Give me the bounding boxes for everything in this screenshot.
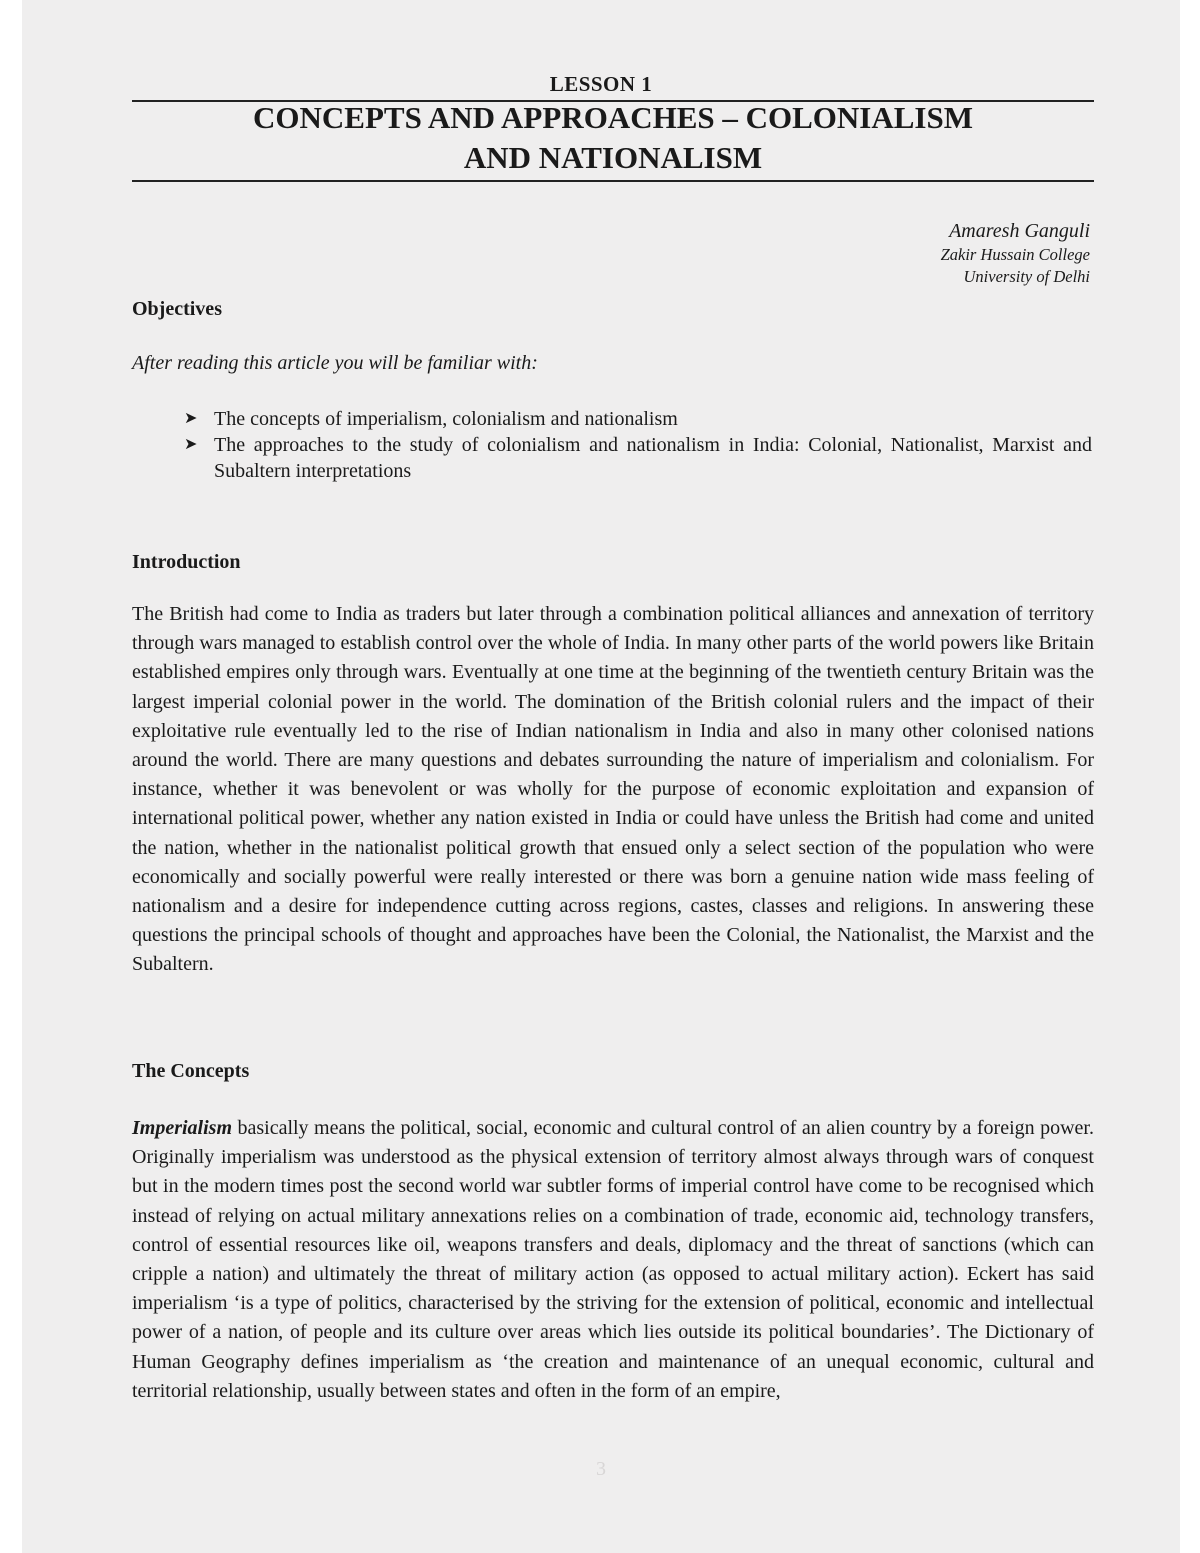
imperialism-term: Imperialism (132, 1117, 233, 1139)
title-line-2: AND NATIONALISM (463, 140, 763, 175)
list-item (184, 432, 1092, 484)
lesson-label: LESSON 1 (549, 72, 653, 96)
arrow-bullet-icon: ➤ (184, 436, 198, 453)
list-item (184, 406, 1092, 432)
author-college: Zakir Hussain College (940, 245, 1090, 264)
objectives-heading: Objectives (132, 298, 222, 320)
page-title (132, 98, 1094, 178)
objectives-list (184, 406, 1092, 484)
concepts-heading: The Concepts (132, 1060, 250, 1082)
document-page (22, 0, 1180, 1553)
title-line-1: CONCEPTS AND APPROACHES – COLONIALISM (253, 100, 973, 135)
introduction-paragraph: The British had come to India as traders but later through a combination political alliances and annexation of territory through wars managed to establish control over the whole of India. In many other parts of the world powers like Britain established empires only through wars. Eventually at one time at the beginning of the twentieth century Britain was the largest imperial colonial power in the world. The domination of the British colonial rulers and the impact of their exploitative rule eventually led to the rise of Indian nationalism in India and also in many other colonised nations around the world. There are many questions and debates surrounding the nature of imperialism and colonialism. For instance, whether it was benevolent or was wholly for the purpose of economic exploitation and expansion of international political power, whether any nation existed in India or could have unless the British had come and united the nation, whether in the nationalist political growth that ensued only a select section of the population who were economically and socially powerful were really interested or there was born a genuine nation wide mass feeling of nationalism and a desire for independence cutting across regions, castes, classes and religions. In answering these questions the principal schools of thought and approaches have been the Colonial, the Nationalist, the Marxist and the Subaltern. (132, 603, 1094, 976)
objective-text: The approaches to the study of colonialism and nationalism in India: Colonial, Nationalist, Marxist and Subaltern interpretations (214, 434, 1092, 482)
objective-text: The concepts of imperialism, colonialism and nationalism (214, 408, 678, 430)
concepts-paragraph (132, 1114, 1094, 1406)
title-rule-bottom (132, 180, 1094, 182)
page-number: 3 (596, 1458, 606, 1480)
objectives-intro: After reading this article you will be familiar with: (132, 352, 538, 374)
author-block (941, 218, 1090, 288)
introduction-heading: Introduction (132, 551, 241, 573)
concepts-text: basically means the political, social, economic and cultural control of an alien country by a foreign power. Originally imperialism was understood as the physical extension of territory almost always through wars of conquest but in the modern times post the second world war subtler forms of imperial control have come to be recognised which instead of relying on actual military annexations relies on a combination of trade, economic aid, technology transfers, control of essential resources like oil, weapons transfers and deals, diplomacy and the threat of sanctions (which can cripple a nation) and ultimately the threat of military action (as opposed to actual military action). Eckert has said imperialism ‘is a type of politics, characterised by the striving for the extension of political, economic and intellectual power of a nation, of people and its culture over areas which lies outside its political boundaries’. The Dictionary of Human Geography defines imperialism as ‘the creation and maintenance of an unequal economic, cultural and territorial relationship, usually between states and often in the form of an empire, (132, 1117, 1094, 1402)
arrow-bullet-icon: ➤ (184, 410, 198, 427)
author-university: University of Delhi (963, 267, 1090, 286)
author-name: Amaresh Ganguli (949, 220, 1090, 242)
